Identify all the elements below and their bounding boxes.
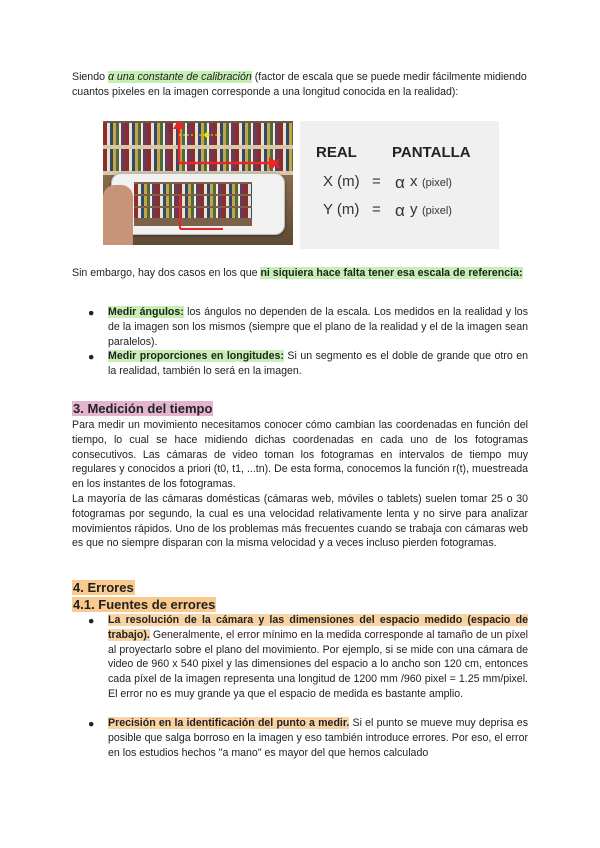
bullet-resolution-bold: La resolución de la cámara y las dimensiones del espacio medido (espacio de trabajo). [108, 614, 528, 641]
row1-var: x [410, 173, 418, 190]
row1-alpha: α [395, 173, 405, 192]
section4-subtitle: 4.1. Fuentes de errores [73, 597, 216, 612]
bullet-precision [108, 716, 528, 760]
section3-heading [72, 401, 213, 417]
bullet-angles [108, 305, 528, 349]
intro-prefix: Siendo [72, 71, 108, 83]
row2-unit: (pixel) [422, 205, 452, 217]
bullet-proportions [108, 349, 528, 379]
section3-para1: Para medir un movimiento necesitamos conocer cómo cambian las coordenadas en función del tiempo, lo cual se hace midiendo dichas coordenadas en cada uno de los fotogramas consecutivos. Las cámaras de video toman los fotogramas en intervalos de tiempo muy regulares y conocidos a priori (t0, t1, ...tn). De esta forma, conocemos la función r(t), muestreada en los instantes de los fotogramas. [72, 419, 528, 491]
bullet-dot: ● [88, 615, 95, 627]
bullet-precision-text: Si el punto se mueve muy deprisa es posible que salga borroso en la imagen y eso también introduce errores. Por eso, el error en los estudios hechos "a mano" es mayor del que hemos calculado [108, 717, 528, 759]
axis-x-label: x [271, 155, 280, 172]
alpha-phrase: α una constante de calibración [107, 71, 252, 83]
calibration-photo [103, 121, 293, 245]
row2-var: y [410, 201, 418, 218]
header-real: REAL [316, 144, 357, 161]
bullet-dot: ● [88, 351, 95, 363]
bullet-proportions-text: Si un segmento es el doble de grande que otro en la realidad, también lo será en la imagen. [108, 350, 528, 377]
section4-subheading [72, 597, 216, 613]
cases-text: Sin embargo, hay dos casos en los que [72, 267, 261, 279]
section4-heading [72, 580, 135, 596]
bullet-angles-text: los ángulos no dependen de la escala. Los medidos en la realidad y los de la imagen son los mismos (siempre que el plano de la realidad y el de la imagen sean paralelos). [108, 306, 528, 348]
section4-title: 4. Errores [73, 580, 134, 595]
row2-left: Y (m) [323, 201, 360, 218]
row1-eq: = [372, 173, 381, 190]
section3-para2: La mayoría de las cámaras domésticas (cámaras web, móviles o tablets) suelen tomar 25 o 30 fotogramas por segundo, la cual es una velocidad relativamente lenta y no sirve para analizar movimientos rápidos. Uno de los problemas más frecuentes cuando se trabaja con cámaras web es que no siempre disparan con la misma velocidad y a veces incluso pierden fotogramas. [72, 493, 528, 550]
row1-unit: (pixel) [422, 177, 452, 189]
row1-left: X (m) [323, 173, 360, 190]
cases-highlight: ni siquiera hace falta tener esa escala de referencia: [260, 267, 523, 279]
bullet-dot: ● [88, 718, 95, 730]
row2-eq: = [372, 201, 381, 218]
bullet-resolution [108, 613, 528, 702]
cases-paragraph [72, 266, 528, 281]
header-pantalla: PANTALLA [392, 144, 471, 161]
bullet-resolution-text: Generalmente, el error mínimo en la medida corresponde al tamaño de un píxel al proyectarlo sobre el plano del movimiento. Por ejemplo, si se mide con una cámara de video de 960 x 540 pixel y las dimensiones del espacio a lo ancho son 120 cm, entonces cada píxel de la imagen representa una longitud de 1200 mm /960 pixel = 1.25 mm/pixel. El error no es muy grande ya que el espacio de medida es bastante amplio. [108, 628, 528, 700]
section3-title: 3. Medición del tiempo [73, 401, 213, 416]
bullet-proportions-bold: Medir proporciones en longitudes: [108, 350, 284, 362]
row2-alpha: α [395, 201, 405, 220]
intro-suffix: (factor de escala que se puede medir fácilmente midiendo cuantos pixeles en la imagen corresponde a una longitud conocida en la realidad): [72, 71, 527, 98]
intro-paragraph [72, 70, 528, 100]
axis-overlay [103, 121, 293, 245]
bullet-precision-bold: Precisión en la identificación del punto a medir. [108, 717, 350, 729]
bullet-dot: ● [88, 307, 95, 319]
real-vs-screen-table [300, 121, 499, 249]
bullet-angles-bold: Medir ángulos: [108, 306, 184, 318]
